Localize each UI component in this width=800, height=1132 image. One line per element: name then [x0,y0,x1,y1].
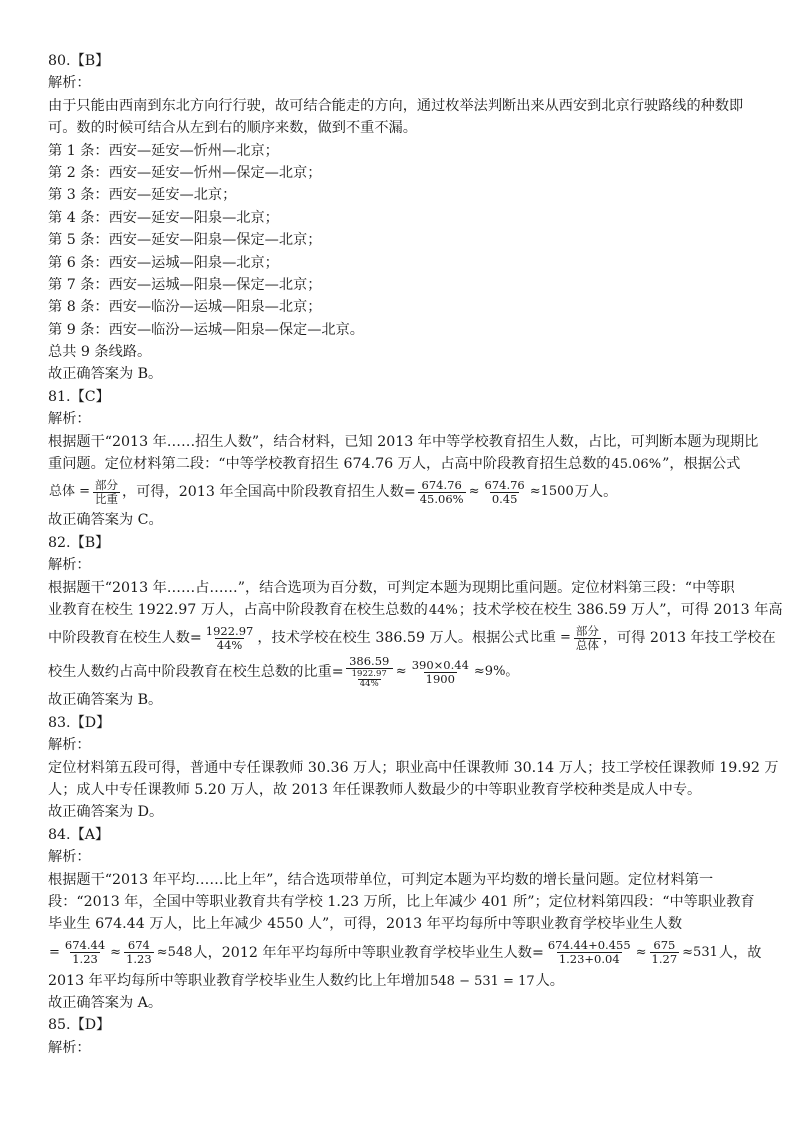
q84-calc-line: = $\frac{674.44}{1.23}$ ≈ $\frac{674}{1.23}$ ≈548 人，2012 年年平均每所中等职业教育学校毕业生人数= $\frac{674.44+0.455}{1.23+0.04}$ ≈ $\frac{675}{1.27}$ ≈531 人，故 [48,936,758,970]
q80-route-3: 第 3 条：西安—延安—北京； [48,187,237,204]
q83-paragraph-line-1: 定位材料第五段可得，普通中专任课教师 30.36 万人；职业高中任课教师 30.14 万人；技工学校任课教师 19.92 万 [48,759,779,776]
q80-route-9: 第 9 条：西安—临汾—运城—阳泉—保定—北京。 [48,321,364,338]
q81-formula-line: 总体 = $\frac{\text{部分}}{\text{比重}}$ ，可得，2013 年全国高中阶段教育招生人数= $\frac{674.76}{45.06\%}$ ≈ $\frac{674.76}{0.45}$ ≈1500 万人。 [48,475,758,509]
q83-analysis-label: 解析： [48,737,91,754]
q84-paragraph-line-2: 段：“2013 年，全国中等职业教育共有学校 1.23 万所，比上年减少 401 所”；定位材料第四段：“中等职业教育 [48,893,755,910]
q82-header: 82.【B】 [48,534,110,551]
q84-calc-fraction-3: $\frac{674.44+0.455}{1.23+0.04}$ [547,938,631,967]
q80-route-8: 第 8 条：西安—临汾—运城—阳泉—北京； [48,299,322,316]
q82-calc-fraction-3: $\frac{390\times 0.44}{1900}$ [411,657,469,686]
q82-calc-fraction-2: $\frac{386.59}{\frac{1922.97}{44\%}}$ [346,655,393,689]
q80-analysis-label: 解析： [48,75,91,92]
q81-answer: 故正确答案为 C。 [48,512,163,529]
q83-header: 83.【D】 [48,714,111,731]
q80-answer: 故正确答案为 B。 [48,366,163,383]
q84-paragraph-line-1: 根据题干“2013 年平均……比上年”，结合选项带单位，可判定本题为平均数的增长量问题。定位材料第一 [48,871,714,888]
q81-calc-fraction-2: $\frac{674.76}{0.45}$ [484,477,525,506]
q83-answer: 故正确答案为 D。 [48,804,164,821]
q81-result: ≈1500 [529,484,574,500]
q84-result-2013: ≈548 [156,944,193,960]
q84-result-2012: ≈531 [682,944,718,960]
q81-formula-lhs: 总体 = [49,484,91,500]
q81-percent: 45.06% [611,457,662,473]
q82-formula-fraction: $\frac{\text{部分}}{\text{总体}}$ [575,623,599,652]
q83-paragraph-line-2: 人；成人中专任课教师 5.20 万人，故 2013 年任课教师人数最少的中等职业教育学校种类是成人中专。 [48,781,702,798]
document-page [48,50,783,1059]
q84-analysis-label: 解析： [48,849,91,866]
q84-difference: 548 − 531 = 17 [430,973,535,989]
q80-route-6: 第 6 条：西安—运城—阳泉—北京； [48,254,279,271]
q80-header: 80.【B】 [48,53,110,69]
q80-total: 总共 9 条线路。 [48,344,152,361]
q82-calc-fraction-1: $\frac{1922.97}{44\%}$ [205,623,254,652]
q84-paragraph-line-3: 毕业生 674.44 万人，比上年减少 4550 人”，可得，2013 年平均每所中等职业教育学校毕业生人数 [48,916,683,933]
q81-paragraph-line-1: 根据题干“2013 年……招生人数”，结合材料，已知 2013 年中等学校教育招生人数，占比，可判断本题为现期比 [48,433,759,450]
q82-formula-lhs: 比重 = [529,630,571,646]
q82-answer: 故正确答案为 B。 [48,692,163,709]
q80-paragraph-line-2: 可。数的时候可结合从左到右的顺序来数，做到不重不漏。 [48,120,417,137]
q82-result: ≈9%。 [473,664,519,680]
q82-formula-line: 中阶段教育在校生人数= $\frac{1922.97}{44\%}$ ，技术学校在校生 386.59 万人。根据公式 比重 = $\frac{\text{部分}}{\text{总体}}$ ，可得 2013 年技工学校在 [48,621,758,655]
q80-route-7: 第 7 条：西安—运城—阳泉—保定—北京； [48,276,322,293]
q84-calc-fraction-4: $\frac{675}{1.27}$ [651,938,678,967]
q81-header: 81.【C】 [48,388,110,405]
q80-paragraph-line-1: 由于只能由西南到东北方向行行驶，故可结合能走的方向，通过枚举法判断出来从西安到北京行驶路线的种数即 [48,97,744,114]
q81-calc-fraction-1: $\frac{674.76}{45.06\%}$ [419,477,464,506]
q82-paragraph-line-2: 业教育在校生 1922.97 万人，占高中阶段教育在校生总数的44%；技术学校在校生 386.59 万人”，可得 2013 年高 [48,601,783,618]
q82-analysis-label: 解析： [48,557,91,574]
q84-calc-fraction-1: $\frac{674.44}{1.23}$ [64,938,106,967]
q82-percent: 44% [428,602,458,618]
q81-paragraph-line-2: 重问题。定位材料第二段：“中等学校教育招生 674.76 万人，占高中阶段教育招生总数的45.06%”，根据公式 [48,456,741,473]
q84-calc-fraction-2: $\frac{674}{1.23}$ [126,938,152,967]
q85-header: 85.【D】 [48,1017,111,1034]
q85-analysis-label: 解析： [48,1039,91,1056]
q82-nested-fraction: $\frac{1922.97}{44\%}$ [351,669,387,690]
q80-route-2: 第 2 条：西安—延安—忻州—保定—北京； [48,164,322,181]
q80-route-5: 第 5 条：西安—延安—阳泉—保定—北京； [48,232,322,249]
q81-analysis-label: 解析： [48,411,91,428]
q80-route-4: 第 4 条：西安—延安—阳泉—北京； [48,209,279,226]
q84-header: 84.【A】 [48,826,110,843]
q84-paragraph-line-5: 2013 年平均每所中等职业教育学校毕业生人数约比上年增加548 − 531 = 17人。 [48,972,564,989]
q84-answer: 故正确答案为 A。 [48,995,163,1012]
q82-calc-line: 校生人数约占高中阶段教育在校生总数的比重= $\frac{386.59}{\frac{1922.97}{44\%}}$ ≈ $\frac{390\times 0.44}{1900}$ ≈9%。 [48,654,519,690]
q81-formula-fraction: $\frac{\text{部分}}{\text{比重}}$ [95,477,119,506]
q80-route-1: 第 1 条：西安—延安—忻州—北京； [48,142,279,159]
q82-paragraph-line-1: 根据题干“2013 年……占……”，结合选项为百分数，可判定本题为现期比重问题。定位材料第三段：“中等职 [48,579,735,596]
